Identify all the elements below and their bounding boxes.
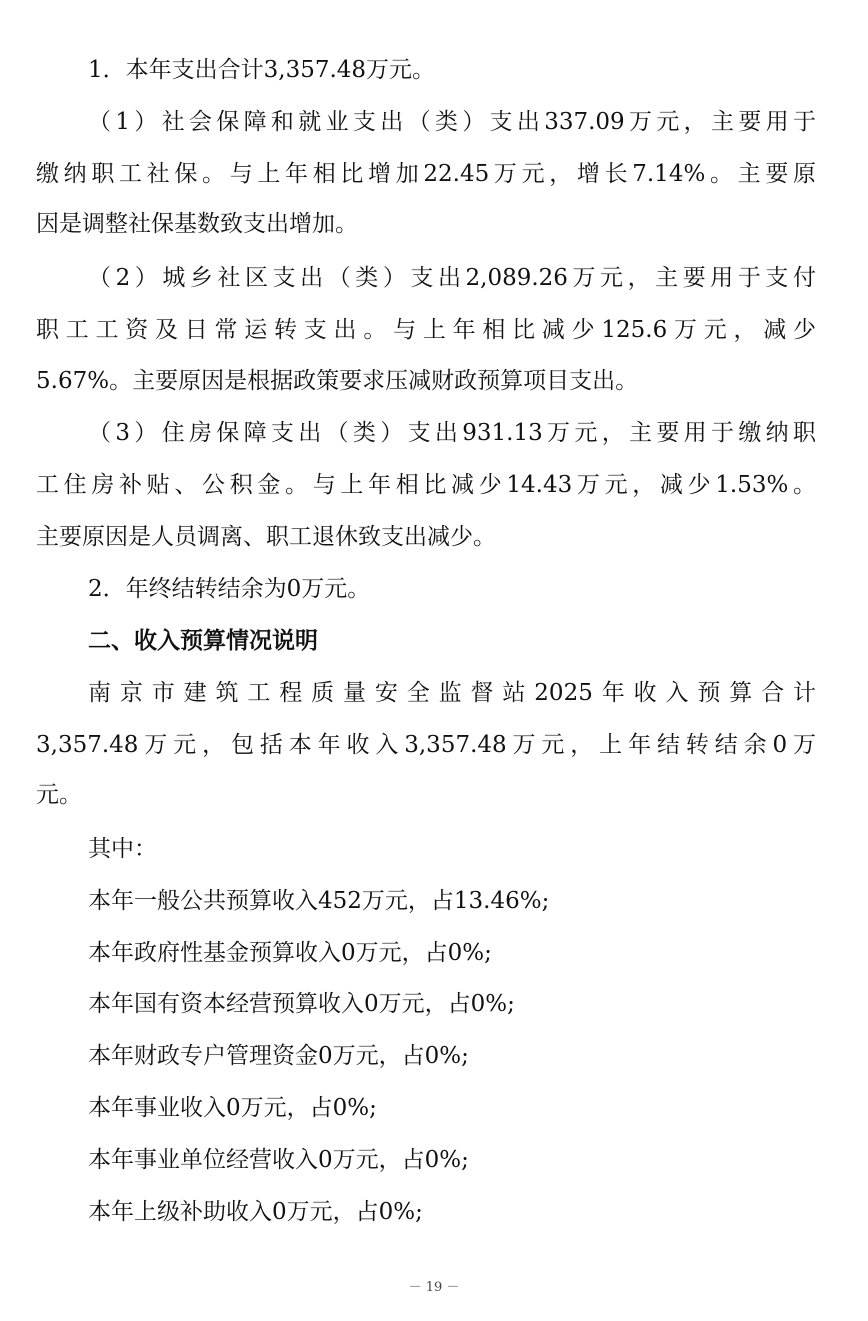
community-expense-line-3: 5.67%。主要原因是根据政策要求压减财政预算项目支出。: [36, 368, 639, 394]
government-fund-budget-income: 本年政府性基金预算收入0万元，占0%;: [88, 940, 492, 966]
social-security-expense-line-2: 缴纳职工社保。与上年相比增加22.45万元，增长7.14%。主要原: [36, 161, 816, 187]
income-budget-line-3: 元。: [36, 782, 82, 808]
operating-income: 本年事业单位经营收入0万元，占0%;: [88, 1147, 469, 1173]
section-heading: 二、收入预算情况说明: [88, 628, 318, 654]
housing-expense-line-3: 主要原因是人员调离、职工退休致支出减少。: [36, 524, 496, 550]
general-public-budget-income: 本年一般公共预算收入452万元，占13.46%;: [88, 888, 550, 914]
income-budget-line-2: 3,357.48万元，包括本年收入3,357.48万元，上年结转结余0万: [36, 732, 816, 758]
carryover-balance-line: 2．年终结转结余为0万元。: [88, 576, 371, 602]
community-expense-line-2: 职工工资及日常运转支出。与上年相比减少125.6万元，减少: [36, 317, 816, 343]
income-budget-line-1: 南京市建筑工程质量安全监督站2025年收入预算合计: [88, 680, 816, 706]
community-expense-line-1: （2）城乡社区支出（类）支出2,089.26万元，主要用于支付: [88, 265, 816, 291]
superior-subsidy-income: 本年上级补助收入0万元，占0%;: [88, 1199, 423, 1225]
expense-total-line: 1．本年支出合计3,357.48万元。: [88, 57, 436, 83]
housing-expense-line-2: 工住房补贴、公积金。与上年相比减少14.43万元，减少1.53%。: [36, 472, 816, 498]
special-account-funds-income: 本年财政专户管理资金0万元，占0%;: [88, 1043, 469, 1069]
among-them-label: 其中：: [88, 836, 157, 862]
housing-expense-line-1: （3）住房保障支出（类）支出931.13万元，主要用于缴纳职: [88, 420, 816, 446]
page-number: － 19 －: [408, 1280, 460, 1295]
business-income: 本年事业收入0万元，占0%;: [88, 1095, 377, 1121]
social-security-expense-line-1: （1）社会保障和就业支出（类）支出337.09万元，主要用于: [88, 109, 816, 135]
social-security-expense-line-3: 因是调整社保基数致支出增加。: [36, 211, 358, 237]
state-capital-budget-income: 本年国有资本经营预算收入0万元，占0%;: [88, 991, 515, 1017]
